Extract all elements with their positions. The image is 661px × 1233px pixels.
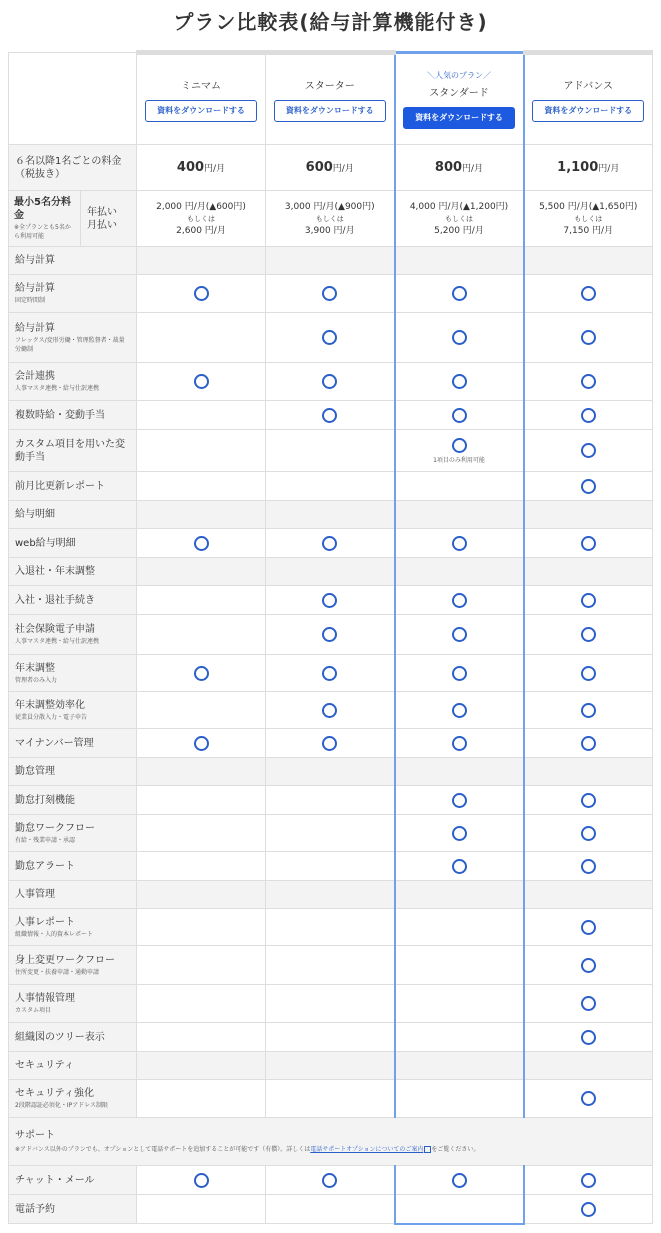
- available-circle-icon: [452, 408, 467, 423]
- available-circle-icon: [452, 666, 467, 681]
- section-title-text: 入退社・年末調整: [15, 566, 95, 577]
- feature-cell: [266, 692, 395, 729]
- feature-label: [9, 313, 137, 363]
- plan-header-row: [9, 53, 653, 145]
- feature-cell: [137, 985, 266, 1023]
- feature-name: 年末調整: [15, 662, 55, 674]
- feature-row: [9, 852, 653, 881]
- support-note: [15, 1145, 646, 1155]
- feature-row: [9, 472, 653, 501]
- price-row: [9, 145, 653, 191]
- available-circle-icon: [581, 1173, 596, 1188]
- available-circle-icon: [322, 408, 337, 423]
- available-circle-icon: [322, 1173, 337, 1188]
- feature-name: マイナンバー管理: [15, 737, 94, 749]
- feature-cell: [395, 1023, 524, 1052]
- feature-cell: [524, 472, 653, 501]
- feature-cell: [395, 946, 524, 985]
- feature-sub: 有給・残業申請・承認: [15, 836, 76, 844]
- feature-row: [9, 909, 653, 946]
- feature-cell: [266, 472, 395, 501]
- feature-cell: [266, 586, 395, 615]
- section-title-text: 給与計算: [15, 255, 55, 266]
- plan-header-standard: [395, 53, 524, 145]
- feature-cell: [266, 1195, 395, 1224]
- feature-cell: [137, 1080, 266, 1118]
- feature-cell: [137, 729, 266, 758]
- feature-row: [9, 1166, 653, 1195]
- feature-row: [9, 430, 653, 472]
- available-circle-icon: [581, 374, 596, 389]
- feature-name: 勤怠打刻機能: [15, 794, 75, 806]
- min-fee-row: [9, 191, 653, 247]
- feature-note: 1項目のみ利用可能: [433, 456, 485, 464]
- min-fee-advance: 5,500 円/月(▲1,650円) もしくは 7,150 円/月: [524, 191, 653, 247]
- feature-cell: [524, 275, 653, 313]
- feature-cell: [524, 852, 653, 881]
- page-title: プラン比較表(給与計算機能付き): [173, 10, 488, 34]
- phone-support-option-link[interactable]: 電話サポートオプションについてのご案内: [310, 1145, 424, 1153]
- feature-cell: [395, 313, 524, 363]
- section-empty-cell: [266, 881, 395, 909]
- section-title-text: 人事管理: [15, 889, 55, 900]
- section-empty-cell: [524, 1052, 653, 1080]
- feature-sub: 管理者のみ入力: [15, 676, 58, 684]
- feature-cell: [395, 909, 524, 946]
- feature-row: [9, 401, 653, 430]
- section-empty-cell: [524, 558, 653, 586]
- feature-cell: [395, 430, 524, 472]
- section-empty-cell: [395, 558, 524, 586]
- available-circle-icon: [452, 826, 467, 841]
- feature-cell: [137, 313, 266, 363]
- feature-cell: [266, 401, 395, 430]
- feature-cell: [395, 363, 524, 401]
- section-empty-cell: [524, 247, 653, 275]
- feature-label: [9, 275, 137, 313]
- feature-name: 人事レポート: [15, 916, 75, 928]
- feature-cell: [524, 401, 653, 430]
- available-circle-icon: [452, 1173, 467, 1188]
- available-circle-icon: [581, 1202, 596, 1217]
- feature-row: [9, 275, 653, 313]
- available-circle-icon: [452, 793, 467, 808]
- popular-plan-badge: ＼人気のプラン／: [427, 70, 491, 80]
- available-circle-icon: [581, 793, 596, 808]
- feature-sub: フレックス/変形労働・管理監督者・裁量労働制: [15, 336, 125, 353]
- section-empty-cell: [395, 758, 524, 786]
- plan-name: スターター: [304, 81, 355, 92]
- available-circle-icon: [581, 536, 596, 551]
- section-title: [9, 758, 137, 786]
- feature-name: web給与明細: [15, 537, 76, 549]
- feature-cell: [266, 946, 395, 985]
- price-advance: 1,100円/月: [524, 145, 653, 191]
- available-circle-icon: [581, 286, 596, 301]
- available-circle-icon: [322, 374, 337, 389]
- feature-label: [9, 692, 137, 729]
- section-empty-cell: [524, 881, 653, 909]
- price-label: ６名以降1名ごとの料金（税抜き）: [9, 145, 137, 191]
- download-button-starter[interactable]: 資料をダウンロードする: [274, 100, 386, 122]
- available-circle-icon: [322, 330, 337, 345]
- feature-cell: [395, 401, 524, 430]
- feature-row: [9, 815, 653, 852]
- available-circle-icon: [452, 859, 467, 874]
- available-circle-icon: [452, 330, 467, 345]
- available-circle-icon: [581, 859, 596, 874]
- available-circle-icon: [581, 1030, 596, 1045]
- feature-cell: [524, 815, 653, 852]
- feature-cell: [524, 363, 653, 401]
- available-circle-icon: [581, 1091, 596, 1106]
- support-section-row: [9, 1118, 653, 1166]
- feature-name: 会計連携: [15, 371, 55, 382]
- feature-label: [9, 1166, 137, 1195]
- feature-row: [9, 692, 653, 729]
- feature-cell: [524, 586, 653, 615]
- feature-cell: [395, 275, 524, 313]
- feature-label: [9, 529, 137, 558]
- feature-row: [9, 363, 653, 401]
- section-empty-cell: [266, 247, 395, 275]
- section-empty-cell: [395, 247, 524, 275]
- section-title: [9, 881, 137, 909]
- feature-cell: [266, 852, 395, 881]
- feature-cell: [266, 313, 395, 363]
- feature-label: [9, 586, 137, 615]
- feature-cell: [137, 852, 266, 881]
- support-section: [9, 1118, 653, 1166]
- feature-cell: [137, 1195, 266, 1224]
- available-circle-icon: [322, 286, 337, 301]
- feature-label: [9, 615, 137, 655]
- feature-label: [9, 852, 137, 881]
- feature-row: [9, 1080, 653, 1118]
- plan-name: アドバンス: [563, 81, 613, 92]
- support-note-end: をご覧ください。: [431, 1145, 480, 1153]
- feature-cell: [137, 363, 266, 401]
- feature-sub: 2段階認証必須化・IPアドレス制限: [15, 1102, 109, 1109]
- feature-cell: [524, 786, 653, 815]
- available-circle-icon: [452, 736, 467, 751]
- plan-header-starter: [266, 53, 395, 145]
- section-empty-cell: [137, 881, 266, 909]
- feature-cell: [395, 529, 524, 558]
- feature-cell: [266, 430, 395, 472]
- feature-label: [9, 1195, 137, 1224]
- feature-label: [9, 655, 137, 692]
- feature-label: [9, 472, 137, 501]
- feature-cell: [137, 529, 266, 558]
- section-empty-cell: [137, 758, 266, 786]
- price-starter: 600円/月: [266, 145, 395, 191]
- feature-cell: [524, 1195, 653, 1224]
- available-circle-icon: [581, 666, 596, 681]
- available-circle-icon: [581, 593, 596, 608]
- feature-name: セキュリティ強化: [15, 1088, 94, 1099]
- plan-comparison-table: [8, 50, 653, 1225]
- feature-name: 給与計算: [15, 283, 55, 294]
- section-empty-cell: [395, 881, 524, 909]
- section-empty-cell: [137, 247, 266, 275]
- feature-cell: [395, 786, 524, 815]
- feature-cell: [137, 946, 266, 985]
- available-circle-icon: [581, 826, 596, 841]
- feature-row: [9, 946, 653, 985]
- feature-cell: [395, 1166, 524, 1195]
- section-header-row: [9, 501, 653, 529]
- available-circle-icon: [581, 443, 596, 458]
- feature-cell: [137, 909, 266, 946]
- feature-cell: [266, 909, 395, 946]
- section-title: [9, 247, 137, 275]
- feature-cell: [524, 529, 653, 558]
- feature-name: 勤怠ワークフロー: [15, 822, 95, 834]
- section-empty-cell: [137, 1052, 266, 1080]
- available-circle-icon: [322, 593, 337, 608]
- feature-row: [9, 1195, 653, 1224]
- feature-cell: [395, 692, 524, 729]
- available-circle-icon: [581, 703, 596, 718]
- feature-name: 電話予約: [15, 1203, 55, 1215]
- plan-header-advance: [524, 53, 653, 145]
- feature-cell: [266, 529, 395, 558]
- feature-cell: [524, 430, 653, 472]
- feature-row: [9, 985, 653, 1023]
- section-empty-cell: [266, 501, 395, 529]
- download-button-minimum[interactable]: 資料をダウンロードする: [145, 100, 257, 122]
- section-title-text: セキュリティ: [15, 1060, 74, 1071]
- section-empty-cell: [395, 1052, 524, 1080]
- feature-cell: [266, 1080, 395, 1118]
- feature-cell: [395, 472, 524, 501]
- available-circle-icon: [581, 996, 596, 1011]
- available-circle-icon: [452, 286, 467, 301]
- feature-cell: [266, 815, 395, 852]
- feature-sub: 人事マスタ連携・給与仕訳連携: [15, 638, 100, 645]
- feature-cell: [137, 1023, 266, 1052]
- header-blank-cell: [9, 53, 137, 145]
- feature-cell: [524, 729, 653, 758]
- feature-sub: カスタム項目: [15, 1007, 52, 1014]
- feature-name: チャット・メール: [15, 1174, 95, 1186]
- feature-label: [9, 1080, 137, 1118]
- plan-name: ミニマム: [181, 81, 221, 92]
- feature-cell: [395, 1195, 524, 1224]
- feature-cell: [137, 786, 266, 815]
- price-minimum: 400円/月: [137, 145, 266, 191]
- download-button-standard[interactable]: 資料をダウンロードする: [403, 107, 515, 129]
- feature-cell: [137, 692, 266, 729]
- section-empty-cell: [137, 558, 266, 586]
- available-circle-icon: [322, 627, 337, 642]
- support-note-text: ※アドバンス以外のプランでも、オプションとして電話サポートを追加することが可能です（有償）。詳しくは: [15, 1145, 311, 1153]
- feature-cell: [266, 729, 395, 758]
- feature-row: [9, 1023, 653, 1052]
- available-circle-icon: [581, 736, 596, 751]
- feature-cell: [395, 1080, 524, 1118]
- feature-name: 勤怠アラート: [15, 860, 75, 872]
- feature-cell: [266, 786, 395, 815]
- section-empty-cell: [524, 758, 653, 786]
- feature-sub: 住所変更・扶養申請・通勤申請: [15, 968, 100, 976]
- feature-cell: [524, 615, 653, 655]
- feature-cell: [266, 985, 395, 1023]
- feature-sub: 人事マスタ連携・給与仕訳連携: [15, 385, 100, 392]
- feature-cell: [395, 655, 524, 692]
- plan-header-minimum: [137, 53, 266, 145]
- feature-row: [9, 655, 653, 692]
- feature-sub: 固定時間制: [15, 297, 46, 304]
- feature-cell: [266, 1023, 395, 1052]
- available-circle-icon: [581, 627, 596, 642]
- available-circle-icon: [581, 479, 596, 494]
- feature-cell: [524, 1023, 653, 1052]
- feature-name: 身上変更ワークフロー: [15, 954, 115, 966]
- feature-row: [9, 786, 653, 815]
- price-standard: 800円/月: [395, 145, 524, 191]
- section-header-row: [9, 1052, 653, 1080]
- feature-row: [9, 729, 653, 758]
- pay-type-label: 年払い 月払い: [81, 191, 137, 247]
- section-title-text: 給与明細: [15, 509, 55, 520]
- available-circle-icon: [194, 666, 209, 681]
- feature-cell: [524, 1080, 653, 1118]
- min-fee-label: 最小5名分料金 ※全プランとも5名から利用可能: [9, 191, 81, 247]
- feature-row: [9, 529, 653, 558]
- available-circle-icon: [581, 330, 596, 345]
- available-circle-icon: [452, 593, 467, 608]
- feature-label: [9, 430, 137, 472]
- available-circle-icon: [322, 536, 337, 551]
- feature-cell: [266, 275, 395, 313]
- section-empty-cell: [137, 501, 266, 529]
- feature-cell: [137, 615, 266, 655]
- feature-row: [9, 313, 653, 363]
- available-circle-icon: [581, 958, 596, 973]
- available-circle-icon: [322, 736, 337, 751]
- section-title: [9, 501, 137, 529]
- section-header-row: [9, 247, 653, 275]
- section-header-row: [9, 558, 653, 586]
- available-circle-icon: [452, 536, 467, 551]
- feature-label: [9, 729, 137, 758]
- feature-name: 給与計算: [15, 322, 55, 334]
- feature-name: 入社・退社手続き: [15, 594, 95, 606]
- section-title: [9, 1052, 137, 1080]
- feature-cell: [524, 1166, 653, 1195]
- feature-name: カスタム項目を用いた変動手当: [15, 438, 125, 463]
- available-circle-icon: [452, 374, 467, 389]
- plan-name: スタンダード: [429, 87, 489, 99]
- feature-name: 前月比更新レポート: [15, 480, 105, 492]
- feature-label: [9, 363, 137, 401]
- available-circle-icon: [194, 374, 209, 389]
- feature-name: 社会保険電子申請: [15, 624, 95, 635]
- available-circle-icon: [452, 703, 467, 718]
- section-title: [9, 558, 137, 586]
- feature-name: 複数時給・変動手当: [15, 409, 105, 421]
- available-circle-icon: [194, 1173, 209, 1188]
- available-circle-icon: [452, 627, 467, 642]
- available-circle-icon: [581, 920, 596, 935]
- feature-cell: [524, 313, 653, 363]
- section-title-text: サポート: [15, 1129, 55, 1141]
- feature-row: [9, 586, 653, 615]
- feature-cell: [137, 1166, 266, 1195]
- section-empty-cell: [266, 758, 395, 786]
- feature-cell: [137, 655, 266, 692]
- section-empty-cell: [524, 501, 653, 529]
- section-empty-cell: [395, 501, 524, 529]
- feature-cell: [395, 852, 524, 881]
- min-fee-standard: 4,000 円/月(▲1,200円) もしくは 5,200 円/月: [395, 191, 524, 247]
- available-circle-icon: [322, 666, 337, 681]
- feature-label: [9, 1023, 137, 1052]
- feature-cell: [395, 985, 524, 1023]
- section-empty-cell: [266, 558, 395, 586]
- feature-cell: [137, 275, 266, 313]
- section-header-row: [9, 881, 653, 909]
- feature-cell: [524, 655, 653, 692]
- feature-cell: [524, 909, 653, 946]
- download-button-advance[interactable]: 資料をダウンロードする: [532, 100, 644, 122]
- feature-label: [9, 909, 137, 946]
- feature-cell: [266, 615, 395, 655]
- feature-cell: [137, 815, 266, 852]
- section-empty-cell: [266, 1052, 395, 1080]
- feature-label: [9, 985, 137, 1023]
- feature-label: [9, 401, 137, 430]
- feature-cell: [524, 985, 653, 1023]
- feature-cell: [395, 615, 524, 655]
- feature-cell: [524, 692, 653, 729]
- feature-cell: [395, 815, 524, 852]
- feature-cell: [395, 586, 524, 615]
- feature-label: [9, 786, 137, 815]
- feature-cell: [266, 655, 395, 692]
- feature-name: 年末調整効率化: [15, 699, 85, 711]
- feature-sub: 従業員分散入力・電子申告: [15, 713, 88, 721]
- section-header-row: [9, 758, 653, 786]
- available-circle-icon: [452, 438, 467, 453]
- feature-label: [9, 815, 137, 852]
- available-circle-icon: [322, 703, 337, 718]
- feature-cell: [137, 430, 266, 472]
- available-circle-icon: [194, 286, 209, 301]
- min-fee-starter: 3,000 円/月(▲900円) もしくは 3,900 円/月: [266, 191, 395, 247]
- section-title-text: 勤怠管理: [15, 766, 55, 777]
- available-circle-icon: [194, 536, 209, 551]
- available-circle-icon: [194, 736, 209, 751]
- feature-row: [9, 615, 653, 655]
- feature-label: [9, 946, 137, 985]
- min-fee-minimum: 2,000 円/月(▲600円) もしくは 2,600 円/月: [137, 191, 266, 247]
- feature-cell: [137, 401, 266, 430]
- feature-cell: [524, 946, 653, 985]
- available-circle-icon: [581, 408, 596, 423]
- feature-cell: [137, 472, 266, 501]
- feature-name: 組織図のツリー表示: [15, 1031, 105, 1043]
- feature-cell: [266, 363, 395, 401]
- feature-sub: 組織情報・人的資本レポート: [15, 930, 94, 938]
- feature-cell: [395, 729, 524, 758]
- feature-cell: [137, 586, 266, 615]
- feature-name: 人事情報管理: [15, 993, 75, 1004]
- feature-cell: [266, 1166, 395, 1195]
